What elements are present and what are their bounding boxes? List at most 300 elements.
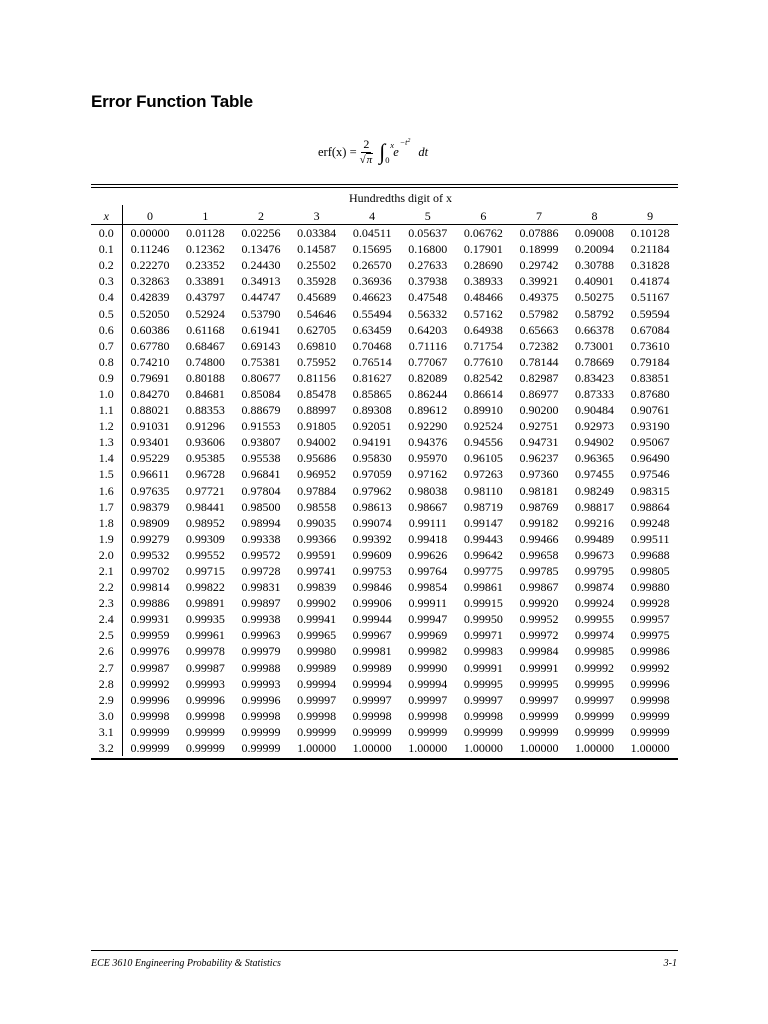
erf-value-cell: 0.81156: [297, 370, 336, 385]
erf-value-cell: 0.53790: [241, 306, 281, 321]
x-value-cell: 1.8: [91, 515, 122, 531]
erf-value-cell: 0.99443: [463, 531, 503, 546]
x-value-cell: 0.6: [91, 322, 122, 338]
erf-value-cell: 0.69143: [241, 338, 281, 353]
erf-value-cell: 0.99994: [408, 676, 448, 691]
erf-value-cell: 0.97162: [408, 467, 448, 482]
erf-value-cell: 0.99902: [297, 596, 337, 611]
table-row: [91, 660, 678, 676]
erf-value-cell: 0.99952: [519, 612, 559, 627]
erf-value-cell: 0.99831: [241, 580, 281, 595]
erf-value-cell: 0.99999: [575, 724, 615, 739]
erf-value-cell: 0.96952: [297, 467, 337, 482]
erf-value-cell: 0.97263: [463, 467, 503, 482]
erf-value-cell: 0.31828: [630, 258, 670, 273]
erf-value-cell: 0.90484: [575, 403, 615, 418]
erf-value-cell: 0.99392: [352, 531, 392, 546]
erf-formula: [318, 134, 428, 170]
table-row: [91, 579, 678, 595]
erf-value-cell: 0.99992: [575, 660, 615, 675]
erf-value-cell: 0.99996: [185, 692, 225, 707]
erf-value-cell: 0.45689: [297, 290, 337, 305]
erf-value-cell: 0.99775: [463, 564, 503, 579]
erf-value-cell: 0.91805: [297, 419, 337, 434]
x-value-cell: 1.3: [91, 434, 122, 450]
x-value-cell: 2.1: [91, 563, 122, 579]
erf-value-cell: 0.99309: [185, 531, 225, 546]
erf-value-cell: 0.98909: [130, 515, 170, 530]
erf-value-cell: 0.99920: [519, 596, 559, 611]
erf-value-cell: 0.99998: [352, 708, 392, 723]
erf-value-cell: 1.00000: [630, 741, 670, 756]
erf-value-cell: 0.99969: [408, 628, 448, 643]
erf-value-cell: 0.99998: [185, 708, 225, 723]
erf-value-cell: 0.49375: [519, 290, 559, 305]
erf-value-cell: 0.86244: [408, 386, 448, 401]
erf-value-cell: 0.69810: [297, 338, 337, 353]
erf-value-cell: 0.99753: [352, 564, 392, 579]
footer-course: ECE 3610 Engineering Probability & Statistics: [91, 958, 281, 969]
erf-value-cell: 0.99999: [130, 724, 170, 739]
erf-value-cell: 0.89308: [352, 403, 392, 418]
erf-value-cell: 0.99997: [352, 692, 392, 707]
erf-value-cell: 0.99955: [575, 612, 615, 627]
erf-value-cell: 0.99997: [575, 692, 615, 707]
erf-value-cell: 0.97059: [352, 467, 392, 482]
erf-value-cell: 0.97546: [630, 467, 670, 482]
erf-value-cell: 0.28690: [463, 258, 503, 273]
erf-value-cell: 0.21184: [630, 242, 670, 257]
erf-value-cell: 0.64938: [463, 322, 503, 337]
erf-value-cell: 0.96841: [241, 467, 281, 482]
erf-value-cell: 0.09008: [567, 225, 623, 242]
column-header-4: 4: [369, 209, 376, 223]
erf-value-cell: 0.24430: [241, 258, 281, 273]
erf-value-cell: 0.99981: [352, 644, 392, 659]
erf-value-cell: 0.98613: [352, 499, 392, 514]
sqrt-symbol: √π: [359, 153, 373, 166]
table-caption: Hundredths digit of x: [349, 191, 452, 205]
erf-value-cell: 0.99466: [519, 531, 559, 546]
erf-value-cell: 0.98817: [575, 499, 615, 514]
erf-value-cell: 0.80677: [241, 370, 281, 385]
erf-value-cell: 0.99861: [463, 580, 503, 595]
x-value-cell: 0.4: [91, 289, 122, 305]
erf-value-cell: 0.98994: [241, 515, 281, 530]
table-row: [91, 724, 678, 740]
erf-value-cell: 0.99741: [297, 564, 337, 579]
erf-value-cell: 0.85865: [352, 386, 392, 401]
erf-value-cell: 0.36936: [352, 274, 392, 289]
erf-value-cell: 0.33891: [185, 274, 225, 289]
erf-value-cell: 0.79691: [130, 370, 170, 385]
erf-value-cell: 0.95385: [185, 451, 225, 466]
erf-value-cell: 0.87680: [630, 386, 670, 401]
formula-exponent: [400, 138, 411, 147]
erf-value-cell: 0.94191: [352, 435, 392, 450]
erf-value-cell: 0.96237: [519, 451, 559, 466]
erf-value-cell: 0.99993: [241, 676, 281, 691]
erf-value-cell: 0.94556: [463, 435, 503, 450]
table-body: [91, 225, 678, 757]
erf-value-cell: 0.99995: [463, 676, 503, 691]
erf-value-cell: 0.51167: [630, 290, 670, 305]
erf-value-cell: 0.99947: [408, 612, 448, 627]
erf-value-cell: 0.98558: [297, 499, 337, 514]
erf-value-cell: 0.95538: [241, 451, 281, 466]
x-value-cell: 3.1: [91, 724, 122, 740]
table-row: [91, 273, 678, 289]
erf-value-cell: 0.02256: [233, 225, 289, 242]
erf-value-cell: 0.77067: [408, 354, 448, 369]
erf-value-cell: 0.99985: [575, 644, 615, 659]
erf-value-cell: 0.99924: [575, 596, 615, 611]
formula-fraction: [360, 138, 374, 167]
table-row: [91, 402, 678, 418]
erf-value-cell: 0.86614: [463, 386, 503, 401]
erf-value-cell: 0.99972: [519, 628, 559, 643]
erf-value-cell: 0.99992: [630, 660, 670, 675]
erf-value-cell: 0.22270: [130, 258, 170, 273]
erf-value-cell: 0.26570: [352, 258, 392, 273]
erf-value-cell: 0.71116: [408, 338, 447, 353]
erf-value-cell: 0.99998: [408, 708, 448, 723]
erf-value-cell: 0.99998: [463, 708, 503, 723]
table-row: [91, 547, 678, 563]
erf-value-cell: 0.61941: [241, 322, 281, 337]
erf-value-cell: 1.00000: [519, 741, 559, 756]
erf-value-cell: 0.99998: [297, 708, 337, 723]
x-value-cell: 0.8: [91, 354, 122, 370]
table-row: [91, 370, 678, 386]
erf-value-cell: 0.88679: [241, 403, 281, 418]
erf-value-cell: 0.99997: [463, 692, 503, 707]
header-row: [91, 205, 678, 225]
erf-value-cell: 0.99891: [185, 596, 225, 611]
table-row: [91, 241, 678, 257]
erf-value-cell: 0.99944: [352, 612, 392, 627]
x-value-cell: 0.9: [91, 370, 122, 386]
table-bottom-rule: [91, 758, 678, 760]
table-row: [91, 595, 678, 611]
formula-base: e: [393, 145, 399, 160]
table-row: [91, 434, 678, 450]
erf-value-cell: 0.99248: [630, 515, 670, 530]
erf-value-cell: 0.46623: [352, 290, 392, 305]
erf-value-cell: 0.99931: [130, 612, 170, 627]
erf-value-cell: 0.27633: [408, 258, 448, 273]
erf-value-cell: 0.99999: [297, 724, 337, 739]
erf-value-cell: 0.99999: [519, 708, 559, 723]
erf-value-cell: 0.99938: [241, 612, 281, 627]
erf-value-cell: 0.99995: [575, 676, 615, 691]
erf-value-cell: 0.99999: [185, 724, 225, 739]
erf-value-cell: 0.99957: [630, 612, 670, 627]
erf-value-cell: 0.84270: [130, 386, 170, 401]
erf-value-cell: 0.99996: [241, 692, 281, 707]
erf-value-cell: 0.48466: [463, 290, 503, 305]
erf-value-cell: 0.15695: [352, 242, 392, 257]
erf-value-cell: 0.99976: [130, 644, 170, 659]
erf-value-cell: 0.54646: [297, 306, 337, 321]
erf-value-cell: 0.99839: [297, 580, 337, 595]
erf-value-cell: 0.76514: [352, 354, 392, 369]
erf-value-cell: 0.75381: [241, 354, 281, 369]
table-row: [91, 627, 678, 643]
table-row: [91, 418, 678, 434]
erf-value-cell: 0.99846: [352, 580, 392, 595]
table-row: [91, 740, 678, 756]
table-row: [91, 338, 678, 354]
erf-value-cell: 0.99971: [463, 628, 503, 643]
erf-value-cell: 0.78669: [575, 354, 615, 369]
erf-value-cell: 0.99489: [575, 531, 615, 546]
erf-value-cell: 0.44747: [241, 290, 281, 305]
erf-value-cell: 1.00000: [352, 741, 392, 756]
x-value-cell: 1.2: [91, 418, 122, 434]
integral-upper-limit: x: [390, 140, 394, 150]
erf-value-cell: 0.88021: [130, 403, 170, 418]
erf-value-cell: 0.99915: [463, 596, 503, 611]
page-title: Error Function Table: [91, 92, 253, 111]
erf-value-cell: 0.43797: [185, 290, 225, 305]
formula-denominator: [360, 153, 374, 167]
erf-value-cell: 0.99998: [630, 692, 670, 707]
erf-value-cell: 0.71754: [463, 338, 503, 353]
x-value-cell: 0.1: [91, 241, 122, 257]
x-value-cell: 2.0: [91, 547, 122, 563]
erf-value-cell: 0.97360: [519, 467, 559, 482]
integral-lower-limit: 0: [385, 155, 390, 165]
x-value-cell: 0.3: [91, 273, 122, 289]
erf-value-cell: 0.97721: [185, 483, 225, 498]
table-row: [91, 305, 678, 321]
erf-value-cell: 0.90200: [519, 403, 559, 418]
erf-value-cell: 0.99996: [630, 676, 670, 691]
erf-value-cell: 0.73610: [630, 338, 670, 353]
erf-value-cell: 0.99147: [463, 515, 503, 530]
erf-value-cell: 0.99999: [630, 724, 670, 739]
erf-value-cell: 0.58792: [575, 306, 615, 321]
erf-value-cell: 0.52050: [130, 306, 170, 321]
erf-value-cell: 0.13476: [241, 242, 281, 257]
erf-value-cell: 0.97884: [297, 483, 337, 498]
erf-value-cell: 0.98441: [185, 499, 225, 514]
column-header-6: 6: [480, 209, 487, 223]
x-value-cell: 2.4: [91, 611, 122, 627]
erf-value-cell: 0.77610: [463, 354, 503, 369]
x-value-cell: 0.0: [91, 225, 122, 242]
erf-value-cell: 0.99074: [352, 515, 392, 530]
erf-table-container: [91, 184, 678, 760]
erf-value-cell: 0.88353: [185, 403, 225, 418]
erf-value-cell: 0.99805: [630, 564, 670, 579]
x-value-cell: 2.5: [91, 627, 122, 643]
erf-value-cell: 0.03384: [289, 225, 345, 242]
erf-value-cell: 0.99880: [630, 580, 670, 595]
erf-value-cell: 0.99999: [352, 724, 392, 739]
erf-value-cell: 0.98249: [575, 483, 615, 498]
table-row: [91, 354, 678, 370]
x-value-cell: 1.0: [91, 386, 122, 402]
erf-value-cell: 0.94902: [575, 435, 615, 450]
erf-value-cell: 0.96490: [630, 451, 670, 466]
erf-value-cell: 0.14587: [297, 242, 337, 257]
table-row: [91, 450, 678, 466]
x-value-cell: 0.5: [91, 305, 122, 321]
erf-value-cell: 0.65663: [519, 322, 559, 337]
erf-value-cell: 0.99975: [630, 628, 670, 643]
erf-value-cell: 0.01128: [178, 225, 234, 242]
erf-value-cell: 0.20094: [575, 242, 615, 257]
erf-value-cell: 0.41874: [630, 274, 670, 289]
erf-value-cell: 0.99980: [297, 644, 337, 659]
erf-value-cell: 0.99897: [241, 596, 281, 611]
erf-value-cell: 0.98769: [519, 499, 559, 514]
erf-value-cell: 0.99715: [185, 564, 225, 579]
erf-value-cell: 0.29742: [519, 258, 559, 273]
erf-value-cell: 0.00000: [122, 225, 178, 242]
erf-value-cell: 0.97962: [352, 483, 392, 498]
erf-value-cell: 0.05637: [400, 225, 456, 242]
x-value-cell: 1.6: [91, 483, 122, 499]
erf-value-cell: 0.74210: [130, 354, 170, 369]
erf-value-cell: 0.99182: [519, 515, 559, 530]
erf-value-cell: 0.82542: [463, 370, 503, 385]
exponent-power: 2: [407, 137, 411, 144]
erf-value-cell: 0.67780: [130, 338, 170, 353]
erf-value-cell: 0.95686: [297, 451, 337, 466]
erf-value-cell: 0.34913: [241, 274, 281, 289]
erf-value-cell: 0.39921: [519, 274, 559, 289]
table-row: [91, 289, 678, 305]
erf-value-cell: 0.99728: [241, 564, 281, 579]
formula-lhs: erf(x) =: [318, 144, 357, 159]
erf-value-cell: 0.99279: [130, 531, 170, 546]
erf-value-cell: 0.99999: [519, 724, 559, 739]
erf-value-cell: 0.99822: [185, 580, 225, 595]
erf-value-cell: 0.99609: [352, 547, 392, 562]
erf-value-cell: 0.99999: [185, 741, 225, 756]
table-row: [91, 611, 678, 627]
erf-value-cell: 0.81627: [352, 370, 392, 385]
column-header-9: 9: [647, 209, 654, 223]
x-value-cell: 2.9: [91, 692, 122, 708]
erf-value-cell: 0.99989: [297, 660, 337, 675]
erf-value-cell: 1.00000: [297, 741, 337, 756]
erf-value-cell: 0.93401: [130, 435, 170, 450]
erf-value-cell: 0.89910: [463, 403, 503, 418]
erf-value-cell: 0.50275: [575, 290, 615, 305]
erf-value-cell: 0.97804: [241, 483, 281, 498]
erf-value-cell: 0.99996: [130, 692, 170, 707]
erf-value-cell: 0.93606: [185, 435, 225, 450]
erf-value-cell: 0.99988: [241, 660, 281, 675]
table-row: [91, 466, 678, 482]
erf-value-cell: 0.99795: [575, 564, 615, 579]
erf-value-cell: 0.99950: [463, 612, 503, 627]
erf-value-cell: 0.99591: [297, 547, 337, 562]
erf-value-cell: 0.99999: [408, 724, 448, 739]
erf-value-cell: 0.38933: [463, 274, 503, 289]
erf-value-cell: 0.99965: [297, 628, 337, 643]
erf-value-cell: 0.40901: [575, 274, 615, 289]
table-row: [91, 531, 678, 547]
column-header-5: 5: [424, 209, 431, 223]
table-row: [91, 563, 678, 579]
erf-value-cell: 0.11246: [130, 242, 170, 257]
x-value-cell: 2.8: [91, 676, 122, 692]
table-row: [91, 499, 678, 515]
erf-value-cell: 0.18999: [519, 242, 559, 257]
erf-value-cell: 0.99999: [241, 724, 281, 739]
erf-value-cell: 0.99997: [519, 692, 559, 707]
x-value-cell: 2.2: [91, 579, 122, 595]
erf-value-cell: 0.99994: [297, 676, 337, 691]
x-value-cell: 1.4: [91, 450, 122, 466]
erf-value-cell: 0.57162: [463, 306, 503, 321]
erf-value-cell: 0.87333: [575, 386, 615, 401]
erf-value-cell: 0.99511: [630, 531, 670, 546]
table-row: [91, 708, 678, 724]
erf-value-cell: 0.99366: [297, 531, 337, 546]
erf-value-cell: 0.90761: [630, 403, 670, 418]
erf-value-cell: 0.99928: [630, 596, 670, 611]
erf-value-cell: 0.93190: [630, 419, 670, 434]
erf-value-cell: 0.99993: [185, 676, 225, 691]
erf-value-cell: 0.98315: [630, 483, 670, 498]
erf-value-cell: 0.94376: [408, 435, 448, 450]
erf-value-cell: 0.99999: [575, 708, 615, 723]
x-value-cell: 1.1: [91, 402, 122, 418]
erf-value-cell: 0.10128: [622, 225, 678, 242]
erf-value-cell: 0.99935: [185, 612, 225, 627]
erf-value-cell: 0.32863: [130, 274, 170, 289]
erf-value-cell: 0.88997: [297, 403, 337, 418]
erf-value-cell: 0.35928: [297, 274, 337, 289]
erf-value-cell: 0.72382: [519, 338, 559, 353]
erf-value-cell: 0.99999: [630, 708, 670, 723]
erf-value-cell: 0.97635: [130, 483, 170, 498]
erf-value-cell: 0.99986: [630, 644, 670, 659]
erf-value-cell: 0.95970: [408, 451, 448, 466]
erf-value-cell: 0.99987: [130, 660, 170, 675]
erf-value-cell: 0.99111: [408, 515, 447, 530]
table-row: [91, 483, 678, 499]
erf-value-cell: 1.00000: [408, 741, 448, 756]
erf-value-cell: 0.75952: [297, 354, 337, 369]
erf-value-cell: 0.99911: [408, 596, 448, 611]
column-header-2: 2: [257, 209, 264, 223]
erf-value-cell: 0.99785: [519, 564, 559, 579]
erf-value-cell: 0.55494: [352, 306, 392, 321]
table-row: [91, 643, 678, 659]
erf-value-cell: 0.89612: [408, 403, 448, 418]
erf-value-cell: 0.56332: [408, 306, 448, 321]
erf-value-cell: 0.99867: [519, 580, 559, 595]
erf-value-cell: 0.17901: [463, 242, 503, 257]
erf-value-cell: 0.67084: [630, 322, 670, 337]
erf-value-cell: 0.99216: [575, 515, 615, 530]
erf-value-cell: 0.94731: [519, 435, 559, 450]
erf-value-cell: 0.99989: [352, 660, 392, 675]
erf-value-cell: 0.99961: [185, 628, 225, 643]
erf-value-cell: 0.93807: [241, 435, 281, 450]
erf-value-cell: 0.99991: [463, 660, 503, 675]
erf-value-cell: 0.99874: [575, 580, 615, 595]
erf-value-cell: 0.99998: [130, 708, 170, 723]
sqrt-argument: π: [366, 153, 373, 166]
